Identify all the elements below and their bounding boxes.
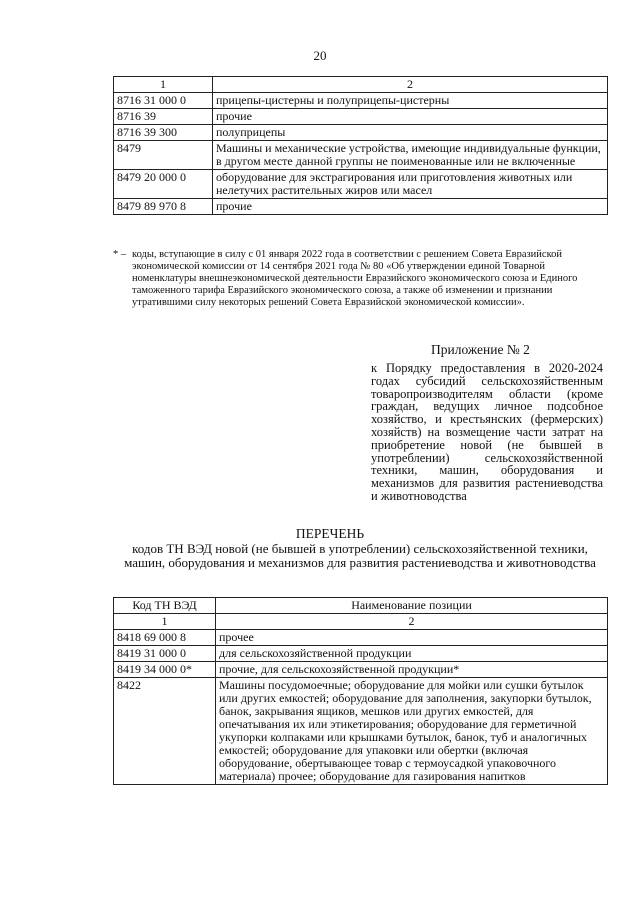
table-number-row <box>114 614 608 630</box>
column-number-2: 2 <box>216 614 608 630</box>
name-cell: Машины посудомоечные; оборудование для мойки или сушки бутылок или других емкостей; оборудование для заполнения, закупорки бутылок, банок, закрывания ящиков, мешков или других емкостей, для опечатывания их или этикетирования; оборудование для герметичной укупорки колпаками или крышками бутылок, банок, туб и аналогичных емкостей; оборудование для упаковки или обертки (включая оборудование, обертывающее товар с термоусадкой упаковочного материала) прочее; оборудование для газирования напитков <box>216 678 608 785</box>
name-cell: для сельскохозяйственной продукции <box>216 646 608 662</box>
list-title: ПЕРЕЧЕНЬ <box>295 526 365 541</box>
name-cell: прочее <box>216 630 608 646</box>
name-cell: прицепы-цистерны и полуприцепы-цистерны <box>213 93 608 109</box>
table-row <box>114 125 608 141</box>
table-row <box>114 141 608 170</box>
table-header-row <box>114 598 608 614</box>
table-row <box>114 170 608 199</box>
name-cell: полуприцепы <box>213 125 608 141</box>
appendix-title: Приложение № 2 <box>431 342 530 357</box>
codes-table-continued <box>113 76 608 215</box>
code-cell: 8479 89 970 8 <box>114 199 213 215</box>
footnote-text: коды, вступающие в силу с 01 января 2022 года в соответствии с решением Совета Евразийской экономической комиссии от 14 сентября 2021 года № 80 «Об утверждении единой Товарной номенклатуры внешнеэкономической деятельности Евразийского экономического союза и Единого таможенного тарифа Евразийского экономического союза, а также об изменении и признании утратившими силу некоторых решений Совета Евразийской экономической комиссии». <box>132 249 578 308</box>
footnote <box>113 249 608 309</box>
table-row <box>114 109 608 125</box>
code-cell: 8716 39 300 <box>114 125 213 141</box>
code-cell: 8422 <box>114 678 216 785</box>
column-number-2: 2 <box>213 77 608 93</box>
code-cell: 8419 31 000 0 <box>114 646 216 662</box>
name-cell: прочие, для сельскохозяйственной продукции* <box>216 662 608 678</box>
code-cell: 8479 20 000 0 <box>114 170 213 199</box>
table-row <box>114 93 608 109</box>
code-cell: 8419 34 000 0* <box>114 662 216 678</box>
table-row <box>114 199 608 215</box>
code-cell: 8418 69 000 8 <box>114 630 216 646</box>
page-number: 20 <box>313 48 327 63</box>
list-subtitle: кодов ТН ВЭД новой (не бывшей в употреблении) сельскохозяйственной техники, машин, оборудования и механизмов для развития растениеводства и животноводства <box>124 541 596 570</box>
name-cell: оборудование для экстрагирования или приготовления животных или нелетучих растительных жиров или масел <box>213 170 608 199</box>
code-cell: 8716 31 000 0 <box>114 93 213 109</box>
column-header-name: Наименование позиции <box>216 598 608 614</box>
code-cell: 8716 39 <box>114 109 213 125</box>
codes-table <box>113 597 608 785</box>
table-row <box>114 662 608 678</box>
table-row <box>114 678 608 785</box>
appendix-body: к Порядку предоставления в 2020-2024 годах субсидий сельскохозяйственным товаропроизводителям области (кроме граждан, ведущих личное подсобное хозяйство, и крестьянских (фермерских) хозяйств) на возмещение части затрат на приобретение новой (не бывшей в употреблении) сельскохозяйственной техники, машин, оборудования и механизмов для развития растениеводства и животноводства <box>371 361 603 503</box>
column-number-1: 1 <box>114 77 213 93</box>
name-cell: Машины и механические устройства, имеющие индивидуальные функции, в другом месте данной группы не поименованные или не включенные <box>213 141 608 170</box>
column-number-1: 1 <box>114 614 216 630</box>
name-cell: прочие <box>213 199 608 215</box>
table-header-row <box>114 77 608 93</box>
column-header-code: Код ТН ВЭД <box>114 598 216 614</box>
name-cell: прочие <box>213 109 608 125</box>
code-cell: 8479 <box>114 141 213 170</box>
table-row <box>114 630 608 646</box>
table-row <box>114 646 608 662</box>
footnote-mark: * – <box>113 249 127 260</box>
